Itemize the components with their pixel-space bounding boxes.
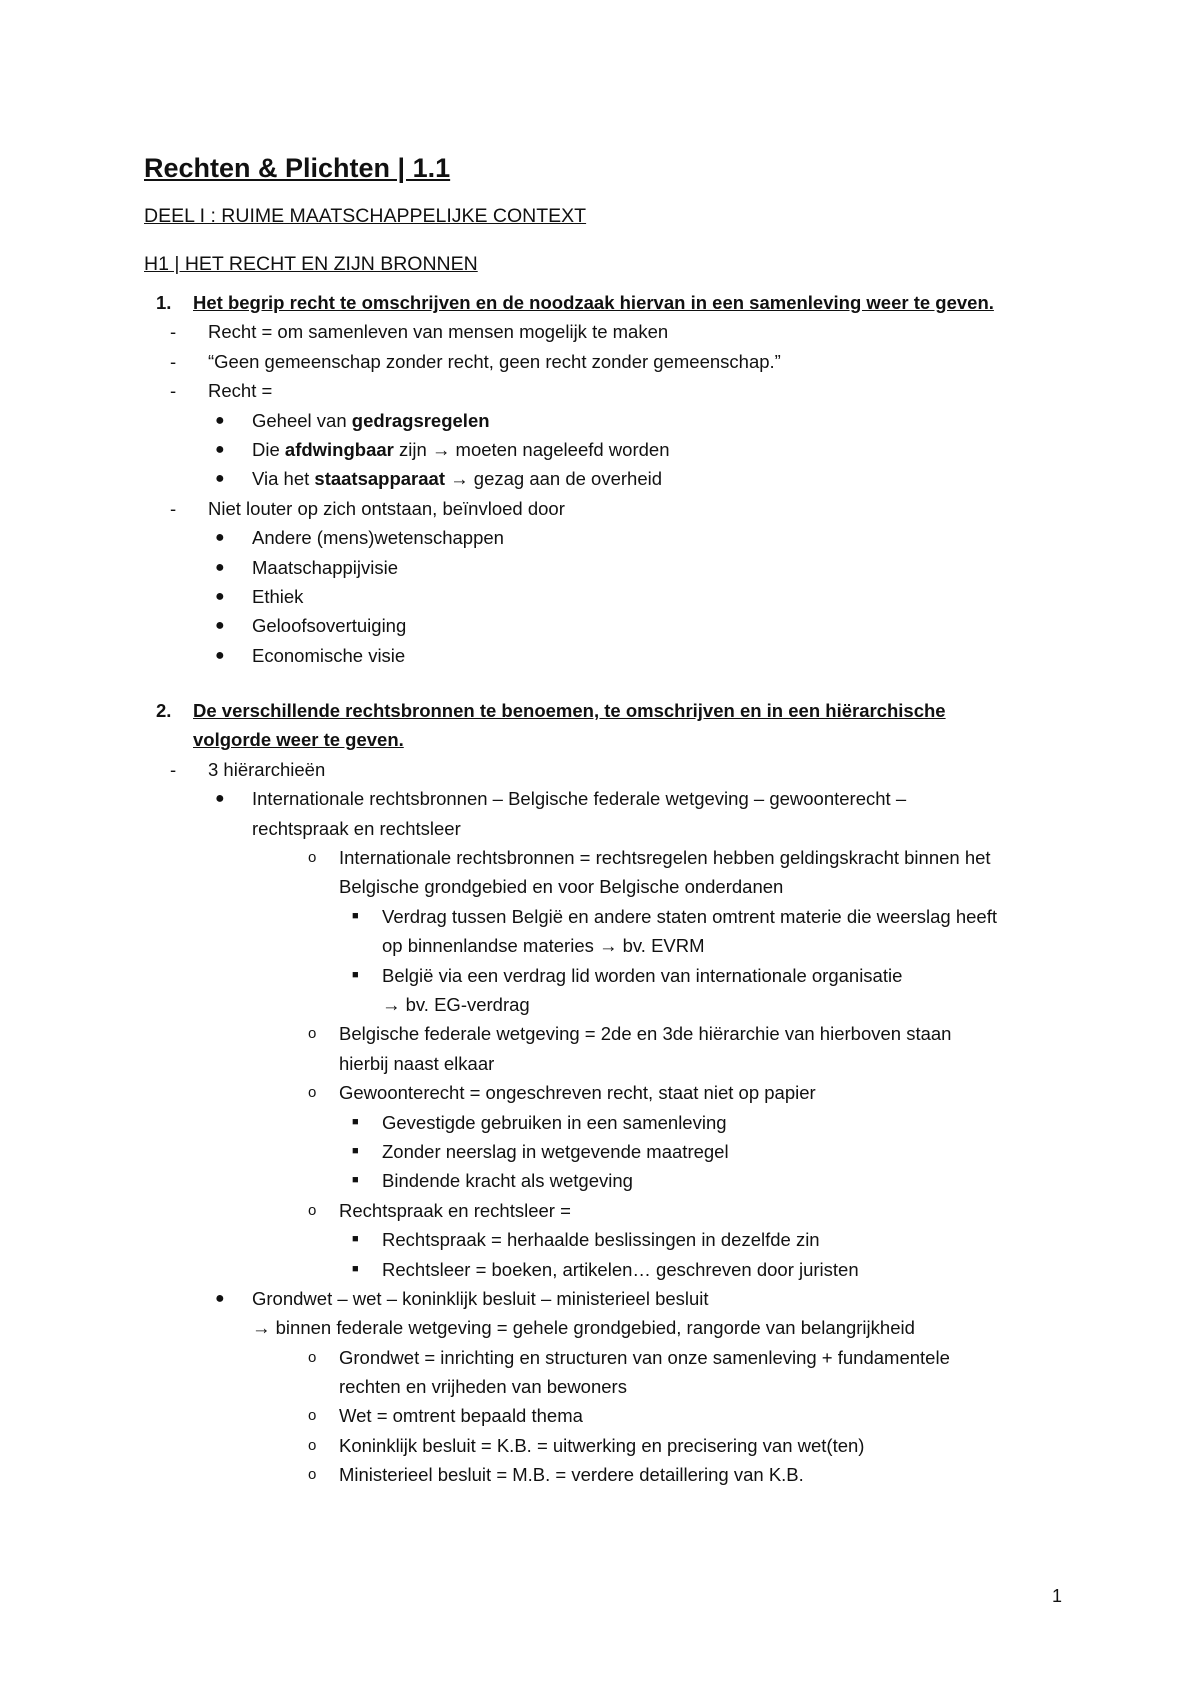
square-marker: ■ (352, 1144, 359, 1157)
list-item (144, 1019, 1074, 1048)
page-number: 1 (1052, 1586, 1063, 1606)
list-item-continued (144, 1049, 1074, 1078)
question-2 (144, 696, 1074, 725)
list-item (144, 961, 1074, 990)
list-item-text: Rechtspraak = herhaalde beslissingen in dezelfde zin (382, 1229, 820, 1251)
circle-marker: o (308, 1201, 317, 1219)
list-item-text: Internationale rechtsbronnen = rechtsregelen hebben geldingskracht binnen het (339, 847, 991, 869)
list-item-text: → bv. EG-verdrag (382, 993, 530, 1015)
list-item-text (252, 435, 670, 464)
list-item-text: Koninklijk besluit = K.B. = uitwerking en precisering van wet(ten) (339, 1434, 865, 1456)
spacer (144, 670, 1074, 696)
list-item-text: Recht = (208, 380, 273, 402)
list-item (144, 611, 1074, 640)
list-item (144, 1166, 1074, 1195)
part-heading: DEEL I : RUIME MAATSCHAPPELIJKE CONTEXT (144, 205, 587, 227)
list-item-text: “Geen gemeenschap zonder recht, geen recht zonder gemeenschap.” (208, 350, 781, 372)
question-2-continued (144, 725, 1074, 754)
list-item (144, 641, 1074, 670)
bullet-marker: ● (215, 790, 225, 808)
bullet-marker: ● (215, 440, 225, 458)
square-marker: ■ (352, 1115, 359, 1128)
circle-marker: o (308, 1436, 317, 1454)
bullet-marker: ● (215, 411, 225, 429)
list-item-text (252, 406, 490, 435)
dash-marker: - (170, 380, 177, 402)
list-item (144, 843, 1074, 872)
list-item-text: hierbij naast elkaar (339, 1052, 495, 1074)
list-item-text: Ministerieel besluit = M.B. = verdere detaillering van K.B. (339, 1464, 804, 1486)
list-item (144, 582, 1074, 611)
chapter-heading: H1 | HET RECHT EN ZIJN BRONNEN (144, 253, 478, 275)
question-text: Het begrip recht te omschrijven en de noodzaak hiervan in een samenleving weer te geven. (193, 292, 994, 313)
question-text: volgorde weer te geven. (193, 729, 404, 751)
list-item (144, 1431, 1074, 1460)
list-number: 2. (156, 700, 172, 722)
list-item-text: rechten en vrijheden van bewoners (339, 1376, 627, 1398)
list-item-text: Economische visie (252, 644, 406, 666)
list-item-continued (144, 814, 1074, 843)
list-item-text: 3 hiërarchieën (208, 758, 326, 780)
list-item (144, 1284, 1074, 1313)
list-item (144, 1196, 1074, 1225)
bullet-marker: ● (215, 646, 225, 664)
bullet-marker: ● (215, 1289, 225, 1307)
bold-term: staatsapparaat (314, 468, 445, 490)
list-item (144, 755, 1074, 784)
text-run: zijn → moeten nageleefd worden (393, 438, 670, 460)
bullet-marker: ● (215, 529, 225, 547)
list-item-text: België via een verdrag lid worden van internationale organisatie (382, 964, 903, 986)
dash-marker: - (170, 497, 177, 519)
list-item (144, 523, 1074, 552)
dash-marker: - (170, 321, 177, 343)
dash-marker: - (170, 758, 177, 780)
list-item-text: op binnenlandse materies → bv. EVRM (382, 935, 705, 957)
bullet-marker: ● (215, 617, 225, 635)
list-item-text: Gewoonterecht = ongeschreven recht, staat niet op papier (339, 1082, 816, 1104)
text-run: → gezag aan de overheid (445, 468, 663, 490)
square-marker: ■ (352, 1174, 359, 1187)
text-run: Die (252, 438, 285, 460)
square-marker: ■ (352, 1233, 359, 1246)
list-item (144, 494, 1074, 523)
list-item-text: Grondwet – wet – koninklijk besluit – ministerieel besluit (252, 1287, 709, 1309)
square-marker: ■ (352, 909, 359, 922)
list-item-text: Recht = om samenleven van mensen mogelijk te maken (208, 321, 669, 343)
list-item-text: Andere (mens)wetenschappen (252, 527, 504, 549)
list-item (144, 317, 1074, 346)
list-item-text: Internationale rechtsbronnen – Belgische federale wetgeving – gewoonterecht – (252, 788, 907, 810)
square-marker: ■ (352, 968, 359, 981)
list-item-text (252, 464, 662, 493)
list-item (144, 1401, 1074, 1430)
circle-marker: o (308, 1466, 317, 1484)
list-item (144, 1225, 1074, 1254)
bold-term: afdwingbaar (284, 438, 394, 460)
list-item-continued (144, 1313, 1074, 1342)
list-item-text: Wet = omtrent bepaald thema (339, 1405, 583, 1427)
list-item-continued (144, 872, 1074, 901)
list-item-text: Ethiek (252, 585, 304, 607)
square-marker: ■ (352, 1262, 359, 1275)
list-item (144, 1255, 1074, 1284)
list-item-continued (144, 1372, 1074, 1401)
list-item (144, 376, 1074, 405)
list-item-text: Niet louter op zich ontstaan, beïnvloed door (208, 497, 565, 519)
list-item (144, 1343, 1074, 1372)
circle-marker: o (308, 1025, 317, 1043)
list-item-text: Belgische grondgebied en voor Belgische onderdanen (339, 876, 784, 898)
question-text: De verschillende rechtsbronnen te benoemen, te omschrijven en in een hiërarchische (193, 700, 946, 722)
bullet-marker: ● (215, 470, 225, 488)
list-item-text: Grondwet = inrichting en structuren van onze samenleving + fundamentele (339, 1346, 950, 1368)
question-1 (144, 288, 1074, 317)
list-item (144, 435, 1074, 464)
list-item-continued (144, 990, 1074, 1019)
circle-marker: o (308, 849, 317, 867)
bold-term: gedragsregelen (351, 409, 490, 431)
circle-marker: o (308, 1084, 317, 1102)
list-item-text: Bindende kracht als wetgeving (382, 1170, 633, 1192)
list-item-text: Rechtsleer = boeken, artikelen… geschreven door juristen (382, 1258, 859, 1280)
list-item-text: Zonder neerslag in wetgevende maatregel (382, 1140, 729, 1162)
list-item (144, 406, 1074, 435)
list-item-text: Belgische federale wetgeving = 2de en 3de hiërarchie van hierboven staan (339, 1023, 952, 1045)
list-item-text: rechtspraak en rechtsleer (252, 817, 461, 839)
list-item (144, 1078, 1074, 1107)
list-item (144, 1108, 1074, 1137)
list-item (144, 553, 1074, 582)
list-item-text: Gevestigde gebruiken in een samenleving (382, 1111, 727, 1133)
document-page (144, 148, 1074, 1490)
text-run: Via het (252, 468, 315, 490)
list-item (144, 1460, 1074, 1489)
list-item-text: Geloofsovertuiging (252, 615, 407, 637)
document-title: Rechten & Plichten | 1.1 (144, 153, 451, 183)
list-item-text: → binnen federale wetgeving = gehele grondgebied, rangorde van belangrijkheid (252, 1317, 915, 1339)
dash-marker: - (170, 350, 177, 372)
list-item (144, 1137, 1074, 1166)
bullet-marker: ● (215, 558, 225, 576)
list-item (144, 902, 1074, 931)
text-run: Geheel van (252, 409, 352, 431)
list-item-text: Rechtspraak en rechtsleer = (339, 1199, 571, 1221)
circle-marker: o (308, 1348, 317, 1366)
circle-marker: o (308, 1407, 317, 1425)
list-item-text: Verdrag tussen België en andere staten omtrent materie die weerslag heeft (382, 905, 997, 927)
list-item (144, 784, 1074, 813)
list-number: 1. (156, 292, 172, 313)
list-item (144, 347, 1074, 376)
list-item (144, 464, 1074, 493)
bullet-marker: ● (215, 587, 225, 605)
list-item-continued (144, 931, 1074, 960)
list-item-text: Maatschappijvisie (252, 556, 399, 578)
